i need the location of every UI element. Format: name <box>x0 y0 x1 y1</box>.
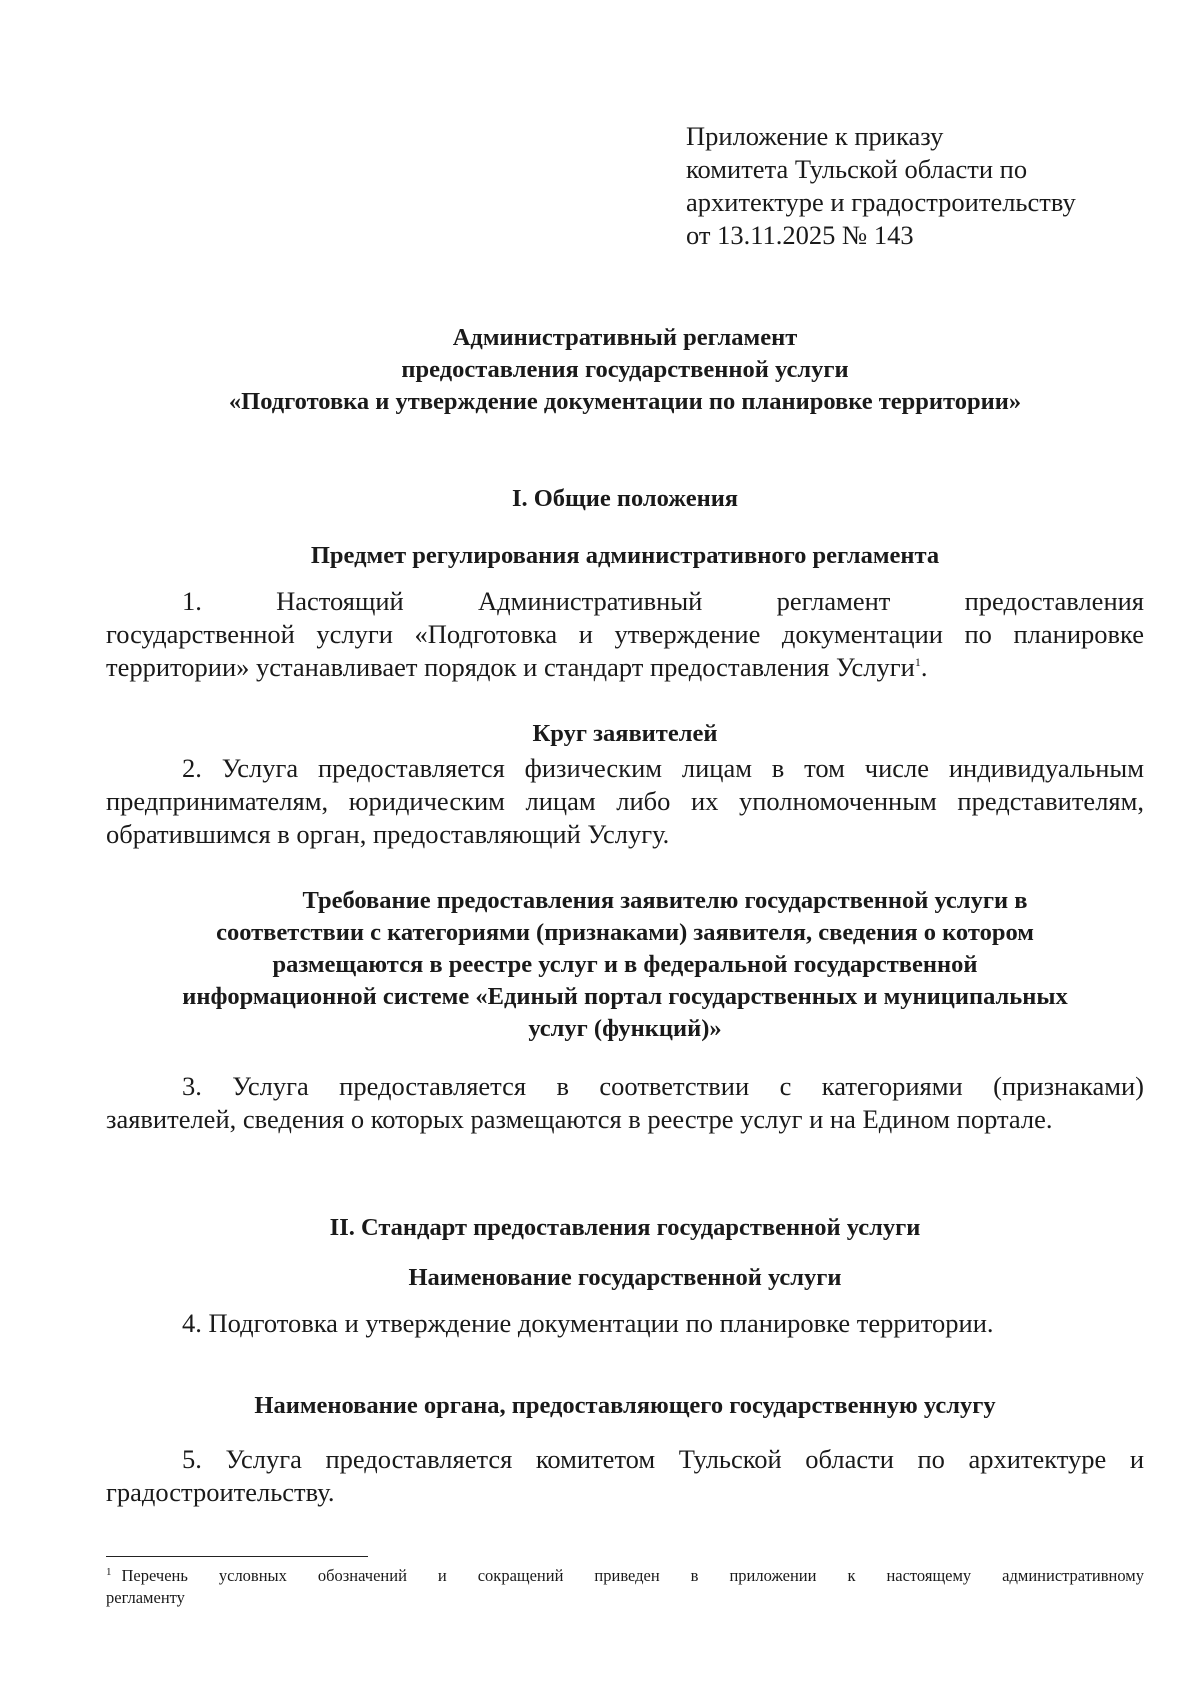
paragraph-line: предпринимателям, юридическим лицам либо их уполномоченным представителям, <box>106 786 1144 816</box>
paragraph-4 <box>182 1307 994 1340</box>
paragraph-5 <box>106 1443 1144 1509</box>
paragraph-line <box>106 651 1144 684</box>
footnote-line: регламенту <box>106 1588 185 1607</box>
document-title <box>0 322 1200 418</box>
requirement-heading <box>0 885 1200 1045</box>
service-name-heading: Наименование государственной услуги <box>408 1264 842 1291</box>
title-line: Административный регламент <box>452 324 798 351</box>
appendix-line: от 13.11.2025 № 143 <box>686 220 914 250</box>
appendix-line: комитета Тульской области по <box>686 154 1028 184</box>
footnote <box>106 1565 1144 1609</box>
section-heading-general: I. Общие положения <box>511 485 739 512</box>
appendix-block <box>686 120 1076 252</box>
paragraph-text: территории» устанавливает порядок и стандарт предоставления Услуги <box>106 652 915 682</box>
footnote-marker: 1 <box>106 1565 112 1578</box>
title-line: «Подготовка и утверждение документации по планировке территории» <box>228 388 1022 415</box>
paragraph-line: 2. Услуга предоставляется физическим лицам в том числе индивидуальным <box>182 753 1144 783</box>
footnote-line <box>106 1565 1144 1587</box>
paragraph-2 <box>106 752 1144 851</box>
heading-line: Требование предоставления заявителю государственной услуги в <box>302 887 1028 914</box>
paragraph-line: 5. Услуга предоставляется комитетом Тульской области по архитектуре и <box>182 1444 1144 1474</box>
heading-line: информационной системе «Единый портал государственных и муниципальных <box>182 983 1068 1010</box>
appendix-line: архитектуре и градостроительству <box>686 187 1076 217</box>
paragraph-line: государственной услуги «Подготовка и утверждение документации по планировке <box>106 619 1144 649</box>
heading-line: размещаются в реестре услуг и в федеральной государственной <box>272 951 978 978</box>
paragraph-line: заявителей, сведения о которых размещаются в реестре услуг и на Едином портале. <box>106 1104 1053 1134</box>
heading-line: соответствии с категориями (признаками) заявителя, сведения о котором <box>216 919 1034 946</box>
heading-line: услуг (функций)» <box>528 1015 722 1042</box>
paragraph-text: . <box>920 652 928 682</box>
paragraph-line: 1. Настоящий Административный регламент предоставления <box>182 586 1144 616</box>
appendix-line: Приложение к приказу <box>686 121 944 151</box>
paragraph-line: градостроительству. <box>106 1477 335 1507</box>
section-heading-standard: II. Стандарт предоставления государственной услуги <box>329 1214 921 1241</box>
paragraph-line: 4. Подготовка и утверждение документации по планировке территории. <box>182 1308 994 1338</box>
paragraph-line: 3. Услуга предоставляется в соответствии с категориями (признаками) <box>182 1071 1144 1101</box>
footnote-reference: 1 <box>914 655 921 670</box>
footnote-text: Перечень условных обозначений и сокращений приведен в приложении к настоящему административному <box>121 1566 1144 1585</box>
authority-heading: Наименование органа, предоставляющего государственную услугу <box>254 1392 996 1419</box>
subject-heading: Предмет регулирования административного регламента <box>310 542 940 569</box>
paragraph-1 <box>106 585 1144 684</box>
applicants-heading: Круг заявителей <box>532 720 718 747</box>
paragraph-line: обратившимся в орган, предоставляющий Услугу. <box>106 819 670 849</box>
paragraph-3 <box>106 1070 1144 1136</box>
footnote-separator <box>106 1556 368 1557</box>
title-line: предоставления государственной услуги <box>401 356 849 383</box>
